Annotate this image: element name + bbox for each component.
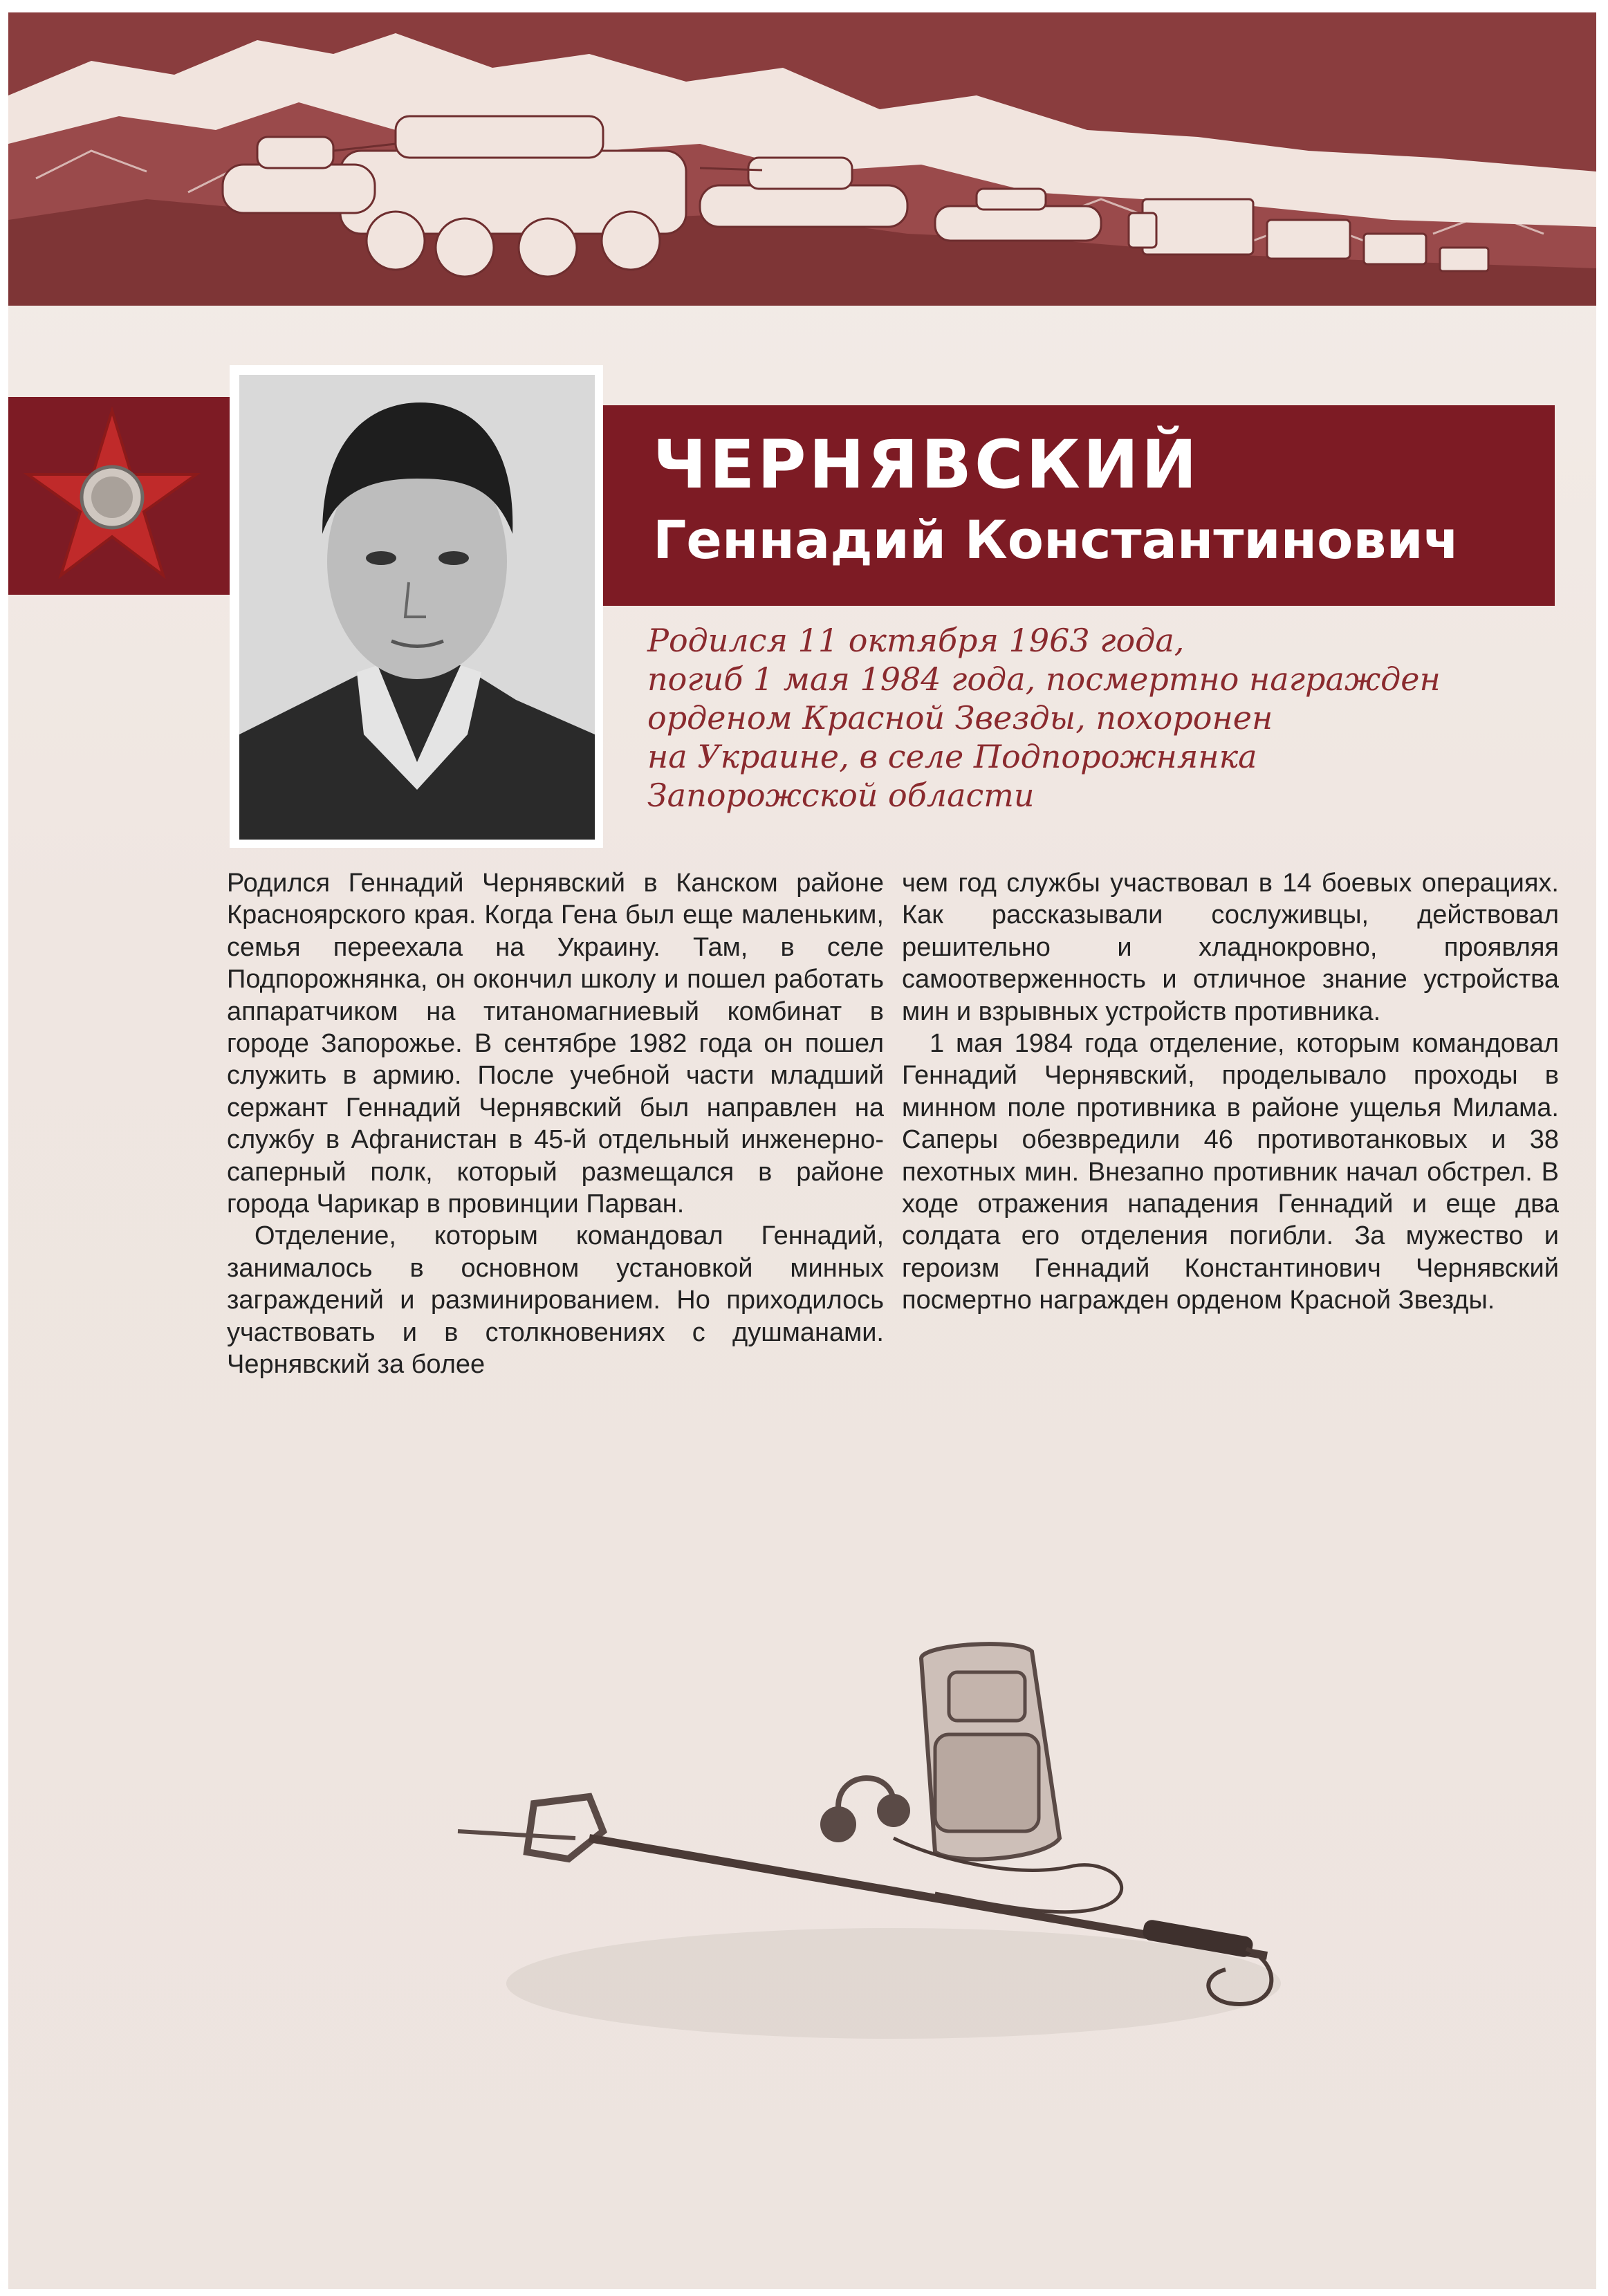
body-paragraph: Отделение, которым командовал Геннадий, занималось в основном установкой минных заграждений и разминированием. Но приходилось участвовать и в столкновениях с душманами. Чернявский за более	[227, 1221, 884, 1380]
body-paragraph: чем год службы участвовал в 14 боевых операциях. Как рассказывали сослуживцы, действовал решительно и хладнокровно, проявляя самоотверженность и отличное знание устройства мин и взрывных устройств противника.	[902, 869, 1559, 1026]
summary-line: Родился 11 октября 1963 года,	[647, 622, 1185, 659]
portrait-photo	[239, 375, 595, 840]
given-name-heading: Геннадий Константинович	[653, 509, 1459, 571]
summary-line: Запорожской области	[647, 777, 1035, 814]
portrait-illustration	[239, 375, 595, 840]
body-paragraph: Родился Геннадий Чернявский в Канском районе Красноярского края. Когда Гена был еще маленьким, семья переехала на Украину. Там, в селе Подпорожнянка, он окончил школу и пошел работать аппаратчиком на титаномагниевый комбинат в городе Запорожье. В сентябре 1982 года он пошел служить в армию. После учебной части младший сержант Геннадий Чернявский был направлен на службу в Афганистан в 45-й отдельный инженерно-саперный полк, который размещался в районе города Чарикар в провинции Парван.	[227, 869, 884, 1219]
order-badge-band	[8, 397, 230, 595]
summary-line: погиб 1 мая 1984 года, посмертно награжден	[647, 660, 1441, 698]
convoy-mountain-illustration	[8, 12, 1596, 306]
body-paragraph: 1 мая 1984 года отделение, которым командовал Геннадий Чернявский, проделывало проходы в минном поле противника в районе ущелья Милама. Саперы обезвредили 46 противотанковых и 38 пехотных мин. Внезапно противник начал обстрел. В ходе отражения нападения Геннадий и еще два солдата его отделения погибли. За мужество и героизм Геннадий Константинович Чернявский посмертно награжден орденом Красной Звезды.	[902, 1029, 1559, 1315]
summary-line: орденом Красной Звезды, похоронен	[647, 699, 1273, 737]
surname-heading: ЧЕРНЯВСКИЙ	[653, 426, 1200, 503]
page	[8, 12, 1596, 2289]
biography-summary	[647, 621, 1505, 815]
red-star-order-icon	[8, 397, 230, 595]
summary-line: на Украине, в селе Подпорожнянка	[647, 738, 1257, 775]
mine-detector-icon	[451, 1631, 1309, 2059]
header-banner	[8, 12, 1596, 306]
body-right-column	[902, 867, 1559, 1317]
body-left-column	[227, 867, 884, 1381]
mine-detector-illustration	[451, 1631, 1309, 2062]
